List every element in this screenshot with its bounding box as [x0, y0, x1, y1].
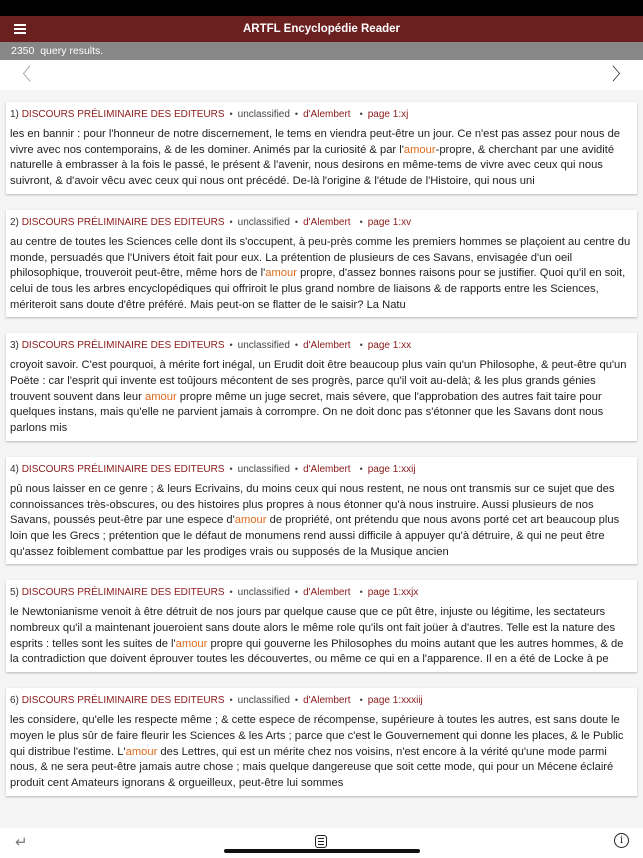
- result-number: 5): [10, 587, 19, 599]
- separator-dot: •: [229, 109, 233, 119]
- snippet-after: propre même un juge secret, mais sévere, que l'approbation des autres fait taire pour quelques instans, mais qu'elle ne parvient jamais à corrompre. On ne doit donc pas s'étonner que les Savans dont nous parlons mis: [10, 390, 604, 435]
- info-icon[interactable]: i: [614, 833, 629, 848]
- separator-dot: •: [229, 587, 233, 598]
- separator-dot: •: [294, 463, 299, 474]
- separator-dot: •: [229, 340, 233, 351]
- classification: unclassified: [237, 463, 290, 475]
- separator-dot: •: [294, 695, 299, 706]
- author-link[interactable]: d'Alembert: [303, 340, 351, 352]
- author-link[interactable]: d'Alembert: [303, 463, 351, 475]
- result-snippet: [10, 127, 633, 190]
- result-count-label: query results.: [40, 45, 104, 57]
- result-snippet: [10, 235, 633, 314]
- result-number: 2): [10, 216, 19, 228]
- separator-dot: •: [294, 340, 299, 351]
- separator-dot: •: [294, 109, 299, 119]
- highlighted-match: amour: [144, 390, 177, 403]
- snippet-after: des Lettres, qui est un mérite chez nos voisins, n'est encore à la vérité qu'une mode parmi nous, & ne sera peut-être jamais autre chose ; mais quelque dangereuse que soit cette mode, qui pour un Mécene éclairé produit cent Amateurs ignorans & orgueilleux, peut-être lui sommes: [10, 745, 614, 789]
- separator-dot: •: [294, 587, 299, 598]
- result-card[interactable]: [6, 457, 637, 565]
- result-snippet: [10, 482, 633, 561]
- result-meta: [10, 107, 633, 122]
- article-title-link[interactable]: DISCOURS PRÉLIMINAIRE DES EDITEURS: [21, 109, 225, 120]
- separator-dot: •: [359, 216, 363, 227]
- snippet-after: de propriété, ont prétendu que nous avons porté cet art beaucoup plus loin que les Grecs ; prétention que le défaut de monumens rend aussi difficile à appuyer qu'à détruire, & qui ne peut être qu'assez foiblement combattue par les prodiges vrais ou supposés de la Musique ancien: [10, 514, 620, 558]
- highlighted-match: amour: [265, 267, 297, 280]
- nav-bar: [0, 16, 643, 42]
- result-number: 3): [10, 340, 19, 352]
- result-card[interactable]: [6, 580, 637, 672]
- result-number: 1): [10, 109, 19, 120]
- separator-dot: •: [359, 109, 363, 119]
- snippet-after: propre qui gouverne les Philosophes du moins autant que les autres hommes, & de la contradiction que doivent éprouver toutes les découvertes, ou même ce qui en a l'apparence. Il en a été de Locke à pe: [10, 637, 624, 666]
- result-card[interactable]: [6, 210, 637, 318]
- separator-dot: •: [359, 695, 363, 706]
- highlighted-match: amour: [125, 745, 158, 758]
- classification: unclassified: [237, 587, 290, 599]
- snippet-before: les considere, qu'elle les respecte même ; & cette espece de récompense, supérieure à toutes les autres, est sans doute le moyen le plus sûr de faire fleurir les Sciences & les Arts ; parce que c'est le Gouvernement qui donne les places, & le Public qui distribue l'estime. L': [10, 714, 624, 758]
- separator-dot: •: [359, 587, 363, 598]
- highlighted-match: amour: [403, 143, 436, 156]
- highlighted-match: amour: [175, 637, 208, 650]
- article-title-link[interactable]: DISCOURS PRÉLIMINAIRE DES EDITEURS: [21, 340, 225, 352]
- page-link[interactable]: page 1:xv: [367, 216, 412, 228]
- classification: unclassified: [237, 340, 290, 352]
- bottom-toolbar: [0, 828, 643, 858]
- app-title: ARTFL Encyclopédie Reader: [243, 23, 400, 35]
- result-meta: [10, 585, 633, 600]
- snippet-after: -propre, & cherchant par une avidité naturelle à embrasser à la fois le passé, le présent & l'avenir, nous desirons en même-tems de vivre avec ceux qui nous suivront, & d'avoir vêcu avec ceux qui nous ont précédé. De-là l'origine & l'étude de l'Histoire, qui nous uni: [10, 143, 615, 188]
- author-link[interactable]: d'Alembert: [303, 216, 351, 228]
- author-link[interactable]: d'Alembert: [303, 695, 351, 707]
- document-icon[interactable]: [315, 835, 327, 848]
- author-link[interactable]: d'Alembert: [303, 587, 351, 599]
- result-number: 6): [10, 695, 19, 707]
- separator-dot: •: [229, 216, 233, 227]
- result-number: 4): [10, 463, 19, 475]
- classification: unclassified: [237, 109, 290, 120]
- article-title-link[interactable]: DISCOURS PRÉLIMINAIRE DES EDITEURS: [21, 587, 225, 599]
- page-link[interactable]: page 1:xx: [367, 340, 412, 352]
- separator-dot: •: [294, 216, 299, 227]
- separator-dot: •: [229, 463, 233, 474]
- previous-page-chevron-icon[interactable]: 〈: [14, 65, 31, 84]
- result-snippet: [10, 713, 633, 792]
- result-count: 2350: [11, 45, 35, 57]
- return-icon[interactable]: ↵: [15, 834, 28, 851]
- snippet-before: au centre de toutes les Sciences celle dont ils s'occupent, à peu-près comme les premiers hommes se plaçoient au centre du monde, persuadés que l'Univers étoit fait pour eux. La prétention de plusieurs de ces Savans, envisagée d'un oeil philosophique, trouveroit peut-être, même hors de l': [10, 235, 631, 280]
- snippet-after: propre, d'assez bonnes raisons pour se justifier. Quoi qu'il en soit, celui de tous les arbres encyclopédiques qui offriroit le plus grand nombre de liaisons & de rapports entre les Sciences, mériteroit sans doute d'être préféré. Mais peut-on se flatter de le saisir? La Natu: [10, 267, 626, 311]
- result-count-bar: [0, 42, 643, 60]
- snippet-before: le Newtonianisme venoit à être détruit de nos jours par quelque cause que ce pût être, injuste ou légitime, les sectateurs nombreux qu'il a maintenant joueroient sans doute alors le même role qu'ils ont fait joüer à d'autres. Telle est la nature des esprits : telles sont les suites de l': [10, 606, 616, 650]
- classification: unclassified: [237, 216, 290, 228]
- page-link[interactable]: page 1:xj: [367, 109, 409, 120]
- highlighted-match: amour: [234, 514, 267, 527]
- page-link[interactable]: page 1:xxij: [367, 463, 416, 475]
- result-meta: [10, 338, 633, 353]
- page-link[interactable]: page 1:xxxiij: [367, 695, 423, 707]
- pager: [0, 60, 643, 90]
- separator-dot: •: [359, 463, 363, 474]
- article-title-link[interactable]: DISCOURS PRÉLIMINAIRE DES EDITEURS: [21, 216, 225, 228]
- result-meta: [10, 462, 633, 477]
- classification: unclassified: [237, 695, 290, 707]
- page-link[interactable]: page 1:xxjx: [367, 587, 419, 599]
- status-bar: [0, 0, 643, 16]
- result-card[interactable]: [6, 333, 637, 441]
- next-page-chevron-icon[interactable]: 〉: [612, 65, 629, 84]
- result-card[interactable]: [6, 688, 637, 796]
- article-title-link[interactable]: DISCOURS PRÉLIMINAIRE DES EDITEURS: [21, 463, 225, 475]
- result-snippet: [10, 358, 633, 437]
- result-card[interactable]: [6, 102, 637, 194]
- snippet-before: pû nous laisser en ce genre ; & leurs Ecrivains, du moins ceux qui nous restent, ne nous ont transmis sur ce sujet que des connoissances très-obscures, ou des histoires plus propres à nous étonner qu'à nous instruire. Aussi plusieurs de nos Savans, poussés peut-être par une espece d': [10, 482, 615, 527]
- article-title-link[interactable]: DISCOURS PRÉLIMINAIRE DES EDITEURS: [21, 695, 225, 707]
- separator-dot: •: [359, 340, 363, 351]
- separator-dot: •: [229, 695, 233, 706]
- result-meta: [10, 693, 633, 708]
- snippet-before: croyoit savoir. C'est pourquoi, à mérite fort inégal, un Erudit doit être beaucoup plus vain qu'un Philosophe, & peut-être qu'un Poëte : car l'esprit qui invente est toûjours mécontent de ses progrès, parce qu'il voit au-delà; & les plus grands génies trouvent souvent dans leur: [10, 359, 627, 403]
- results-list: [6, 102, 637, 812]
- home-indicator: [224, 849, 420, 853]
- result-snippet: [10, 605, 633, 668]
- result-meta: [10, 215, 633, 230]
- author-link[interactable]: d'Alembert: [303, 109, 351, 120]
- snippet-before: les en bannir : pour l'honneur de notre discernement, le tems en viendra peut-être un jour. Ce n'est pas assez pour nous de vivre avec nos contemporains, & de les dominer. Animés par la curiosité & par l': [10, 128, 621, 156]
